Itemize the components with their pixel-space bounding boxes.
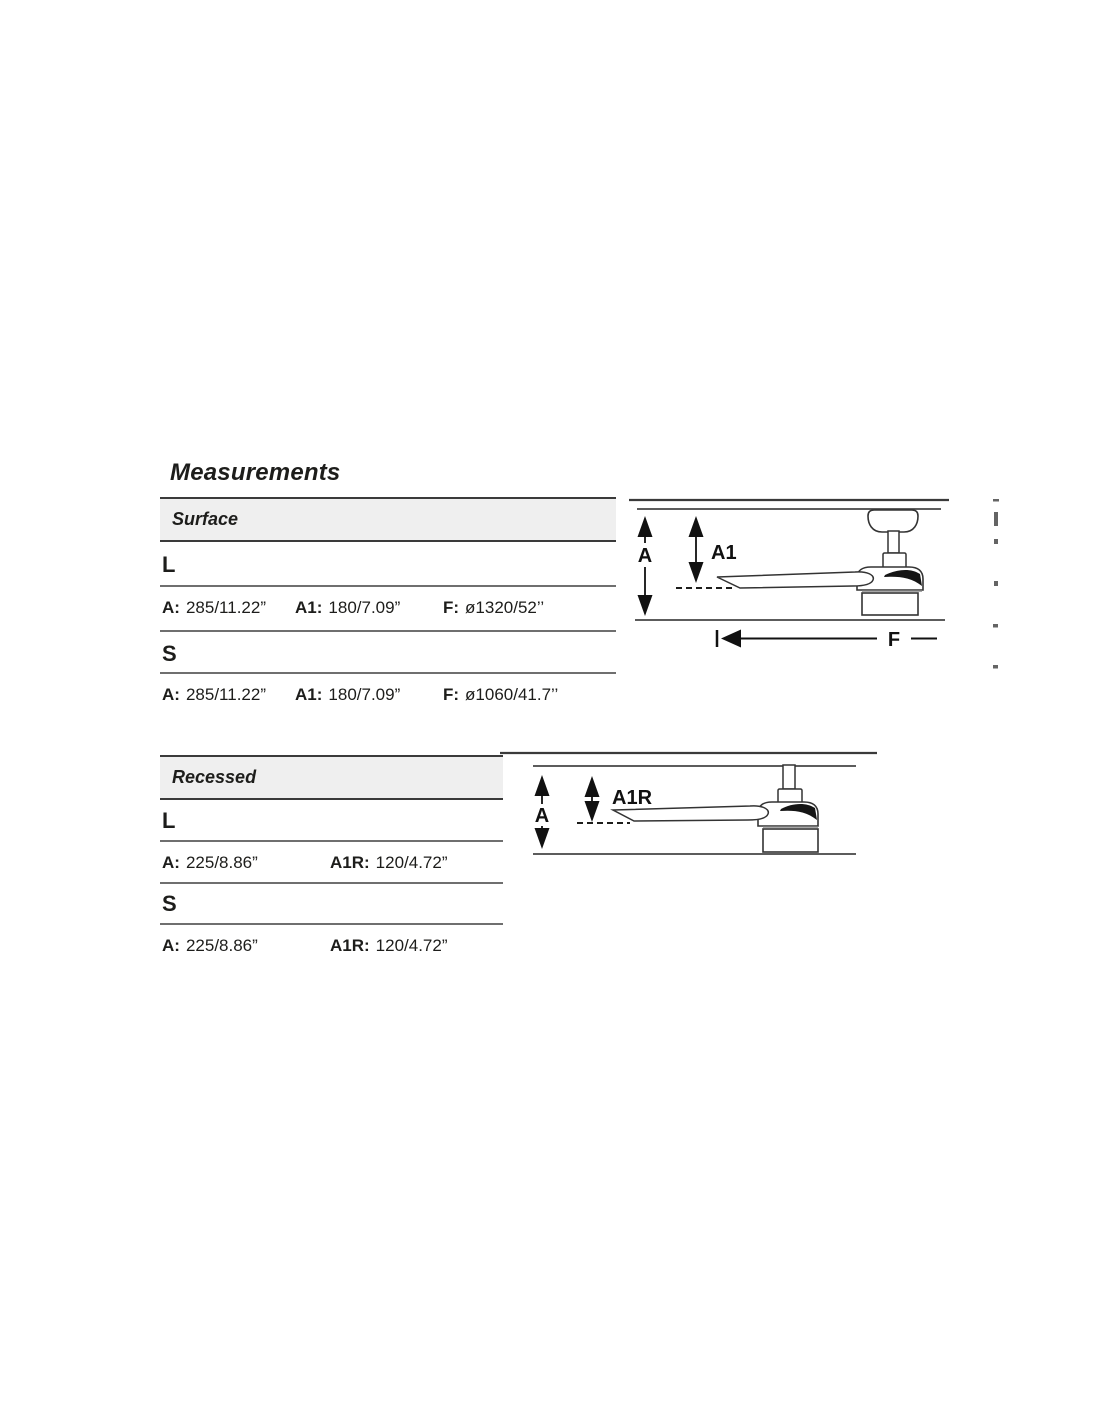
- dimension-arrow-a: [638, 516, 653, 616]
- dim-label-a1: A1: [711, 542, 737, 564]
- surface-rule-1: [160, 585, 616, 587]
- dim-label-a: A: [637, 545, 653, 567]
- arrow-up-icon: [689, 516, 704, 537]
- measurement-label: A1:: [295, 685, 323, 704]
- surface-size-l: L: [162, 552, 176, 577]
- recessed-mounting-diagram: [490, 740, 890, 865]
- measurement-a1r: [330, 852, 448, 873]
- measurement-label: F:: [443, 685, 460, 704]
- measurement-f: [443, 684, 558, 705]
- measurement-a1: [295, 684, 400, 705]
- measurement-value: 120/4.72”: [375, 853, 448, 872]
- measurement-label: A:: [162, 853, 180, 872]
- measurement-a: [162, 852, 258, 873]
- light-kit-box: [763, 829, 818, 852]
- recessed-size-s: S: [162, 891, 177, 916]
- measurement-value: 225/8.86”: [185, 936, 258, 955]
- page-edge-fragments: [993, 499, 999, 669]
- downrod: [783, 765, 795, 789]
- measurement-a1r: [330, 935, 448, 956]
- surface-size-s: S: [162, 641, 177, 666]
- recessed-rule-1: [160, 840, 503, 842]
- rod-coupler: [778, 789, 802, 803]
- measurement-value: 285/11.22”: [185, 685, 266, 704]
- ceiling-fan-drawing: [717, 510, 923, 615]
- measurement-value: 285/11.22”: [185, 598, 266, 617]
- recessed-section-header: [160, 757, 503, 798]
- arrow-up-icon: [585, 776, 600, 797]
- surface-header-rule: [160, 540, 616, 542]
- light-kit-box: [862, 593, 918, 615]
- arrow-down-icon: [585, 801, 600, 822]
- rod-coupler: [883, 553, 906, 568]
- dim-label-a1r: A1R: [612, 787, 653, 809]
- measurement-value: ø1320/52’’: [465, 598, 545, 617]
- surface-section-header: [160, 499, 616, 540]
- measurement-label: A1:: [295, 598, 323, 617]
- measurement-label: A:: [162, 685, 180, 704]
- recessed-rule-3: [160, 923, 503, 925]
- canopy: [868, 510, 918, 532]
- fan-blade: [717, 572, 873, 588]
- measurement-label: F:: [443, 598, 460, 617]
- arrow-down-icon: [638, 595, 653, 616]
- surface-measurements-l: [160, 597, 616, 619]
- measurement-value: 180/7.09”: [328, 598, 401, 617]
- measurement-a: [162, 597, 266, 618]
- recessed-table: [160, 755, 503, 960]
- arrow-left-icon: [721, 630, 741, 648]
- dimension-arrow-a1: [689, 516, 737, 583]
- measurement-value: 180/7.09”: [328, 685, 401, 704]
- dimension-arrow-a: [535, 775, 550, 849]
- dimension-line-f: [717, 629, 937, 651]
- measurement-label: A:: [162, 936, 180, 955]
- arrow-up-icon: [638, 516, 653, 537]
- arrow-down-icon: [535, 828, 550, 849]
- recessed-size-l: L: [162, 808, 176, 833]
- surface-rule-3: [160, 672, 616, 674]
- dim-label-f: F: [887, 629, 901, 651]
- recessed-measurements-l: [160, 852, 503, 874]
- recessed-header-rule: [160, 798, 503, 800]
- arrow-down-icon: [689, 562, 704, 583]
- measurement-label: A:: [162, 598, 180, 617]
- measurement-f: [443, 597, 544, 618]
- measurement-a: [162, 935, 258, 956]
- surface-mounting-diagram: [600, 480, 1000, 685]
- recessed-measurements-s: [160, 935, 503, 957]
- surface-section-title: Surface: [172, 509, 239, 529]
- surface-measurements-s: [160, 684, 616, 706]
- downrod: [888, 531, 899, 553]
- measurement-label: A1R:: [330, 936, 370, 955]
- measurement-label: A1R:: [330, 853, 370, 872]
- surface-table: [160, 497, 616, 709]
- surface-rule-2: [160, 630, 616, 632]
- page-title: Measurements: [170, 459, 341, 486]
- recessed-section-title: Recessed: [172, 767, 257, 787]
- recessed-rule-2: [160, 882, 503, 884]
- measurement-a1: [295, 597, 400, 618]
- measurement-value: ø1060/41.7’’: [465, 685, 559, 704]
- dim-label-a: A: [534, 805, 550, 827]
- measurement-value: 225/8.86”: [185, 853, 258, 872]
- measurement-a: [162, 684, 266, 705]
- measurement-value: 120/4.72”: [375, 936, 448, 955]
